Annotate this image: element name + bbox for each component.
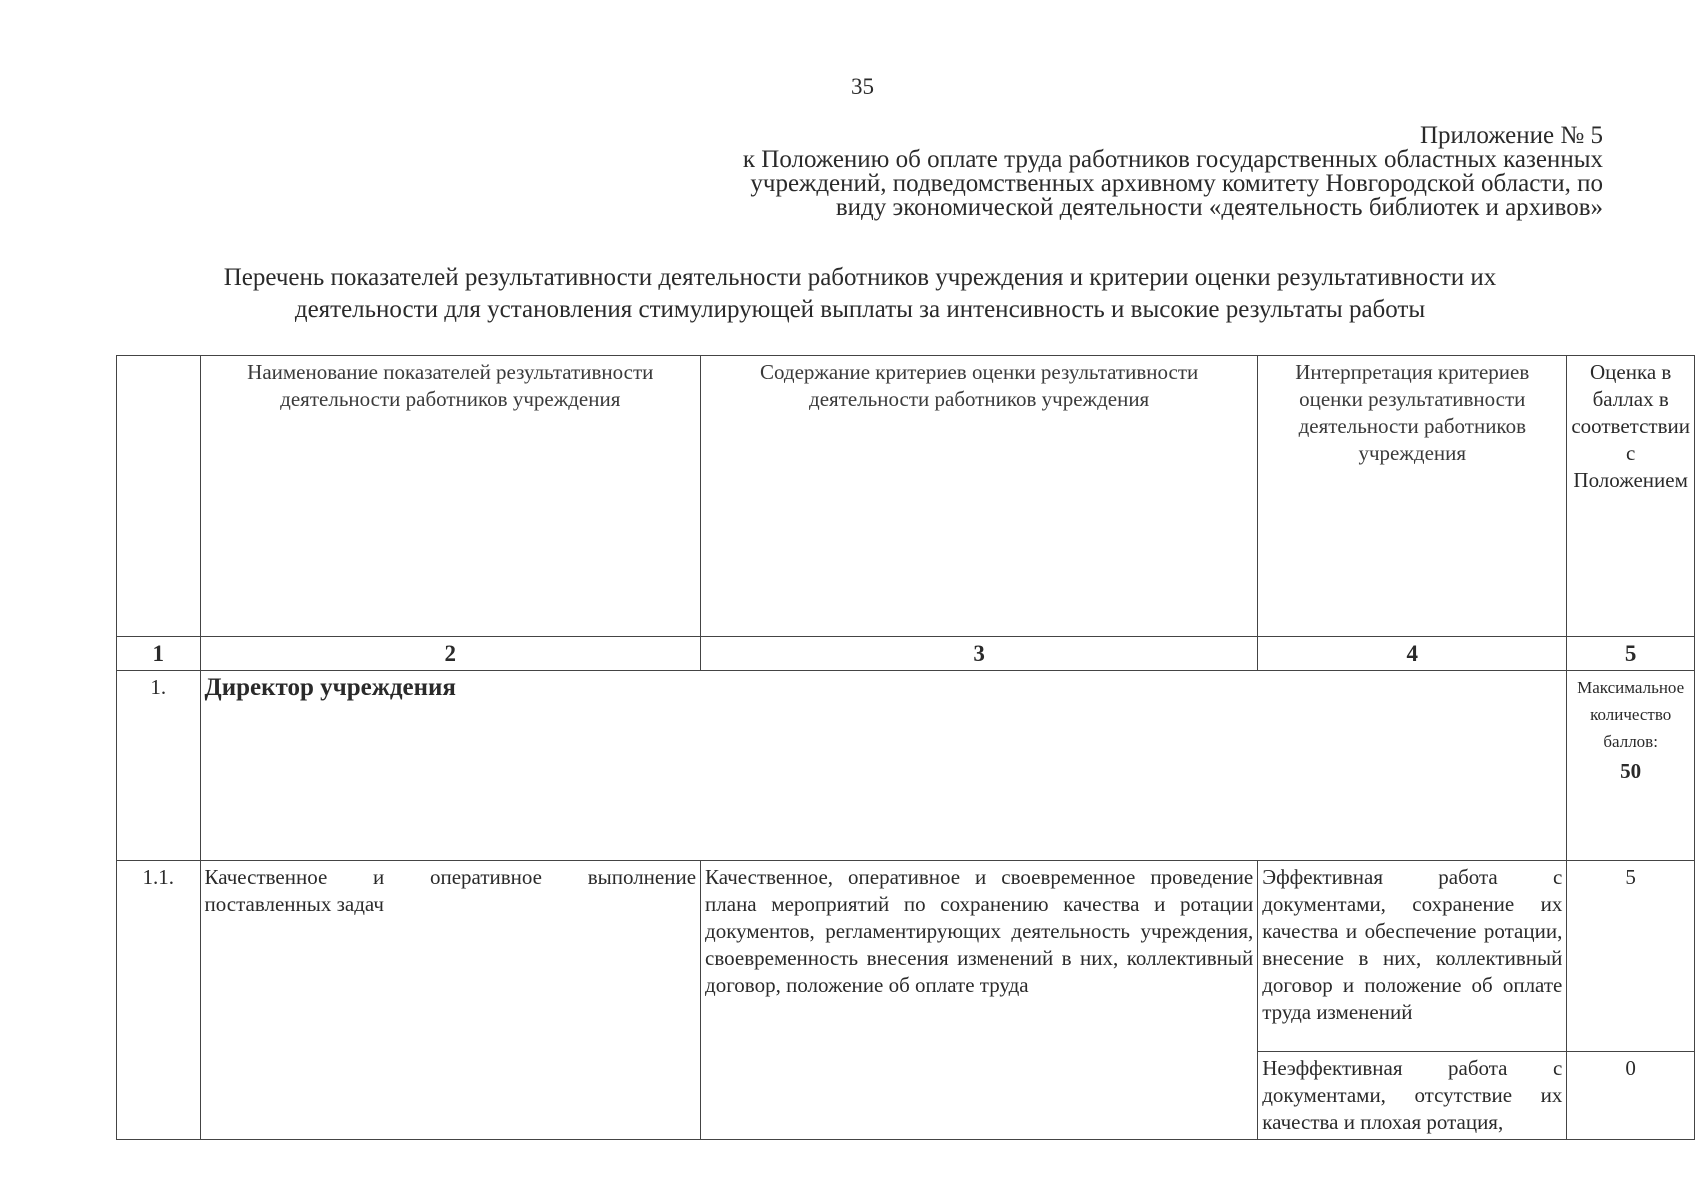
header-cell-criteria: Содержание критериев оценки результативности деятельности работников учреждения — [701, 356, 1258, 637]
document-title-line: деятельности для установления стимулирующей выплаты за интенсивность и высокие результаты работы — [294, 296, 1426, 323]
section-number: 1. — [117, 671, 201, 861]
page-number: 35 — [851, 74, 874, 99]
row-score: 5 — [1567, 861, 1695, 1052]
header-cell-number — [117, 356, 201, 637]
appendix-title: Приложение № 5 — [1419, 122, 1603, 149]
max-score-label: Максимальное количество баллов: — [1577, 678, 1685, 751]
column-number-row — [117, 637, 1695, 671]
column-number: 4 — [1258, 637, 1567, 671]
document-title — [120, 262, 1600, 326]
row-interpretation: Эффективная работа с документами, сохранение их качества и обеспечение ротации, внесение в них, коллективный договор и положение об оплате труда изменений — [1258, 861, 1567, 1052]
header-cell-indicator: Наименование показателей результативности деятельности работников учреждения — [200, 356, 701, 637]
header-cell-score: Оценка в баллах в соответствии с Положением — [1567, 356, 1695, 637]
row-number: 1.1. — [117, 861, 201, 1140]
column-number: 5 — [1567, 637, 1695, 671]
section-row — [117, 671, 1695, 861]
section-title: Директор учреждения — [200, 671, 1567, 861]
section-max-score — [1567, 671, 1695, 861]
indicators-table — [116, 355, 1695, 1140]
row-score: 0 — [1567, 1052, 1695, 1140]
row-indicator: Качественное и оперативное выполнение поставленных задач — [200, 861, 701, 1140]
column-number: 2 — [200, 637, 701, 671]
column-number: 1 — [117, 637, 201, 671]
appendix-line: виду экономической деятельности «деятельность библиотек и архивов» — [835, 194, 1603, 221]
header-cell-interpretation: Интерпретация критериев оценки результативности деятельности работников учреждения — [1258, 356, 1567, 637]
table-header-row — [117, 356, 1695, 637]
row-interpretation: Неэффективная работа с документами, отсутствие их качества и плохая ротация, — [1258, 1052, 1567, 1140]
max-score-value: 50 — [1620, 759, 1642, 783]
document-title-line: Перечень показателей результативности деятельности работников учреждения и критерии оценки результативности их — [223, 264, 1497, 291]
table-row — [117, 861, 1695, 1052]
appendix-line: к Положению об оплате труда работников государственных областных казенных — [742, 146, 1603, 173]
appendix-line: учреждений, подведомственных архивному комитету Новгородской области, по — [750, 170, 1603, 197]
row-criteria: Качественное, оперативное и своевременное проведение плана мероприятий по сохранению качества и ротации документов, регламентирующих деятельность учреждения, своевременность внесения изменений в них, коллективный договор, положение об оплате труда — [701, 861, 1258, 1140]
column-number: 3 — [701, 637, 1258, 671]
appendix-header — [403, 124, 1603, 220]
